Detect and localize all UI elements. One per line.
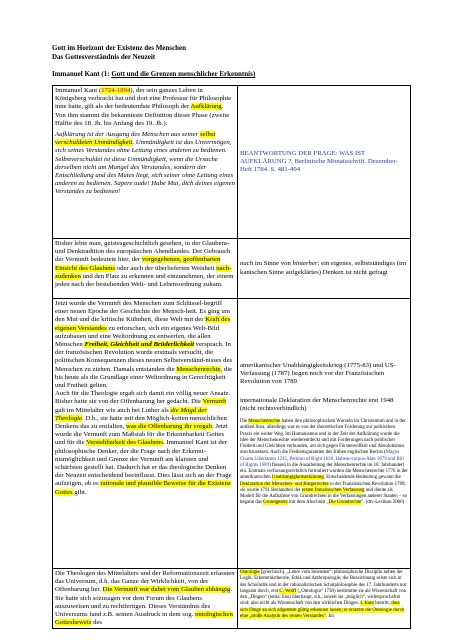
text: . Sie hatte sich sozusagen vor dem Forum des Glaubens auszuweisen und zu rechtfertigen. Dieses Verständnis des Universums fand z.B. seinen Ausdruck in dem sog. xyxy=(55,586,233,619)
section-heading-prefix: Immanuel Kant (1: xyxy=(52,70,112,78)
text: Magna Charta Libertatum 1215, Petition of Right 1628, Habeas-corpus-Akte 1679 und Bill of Rights 1689 xyxy=(240,450,404,468)
table-row xyxy=(53,86,411,239)
text: ) flossen in die Ausarbeitung der Menschenrechte im 18. Jahrhundert ein. Erstmals verfassungsrechtlich formuliert wurden die Menschenrechte 1776 in der amerikanischen xyxy=(240,462,408,481)
spacer xyxy=(240,387,408,397)
highlight: I. Kant xyxy=(360,601,374,607)
highlight: Aufklärung xyxy=(190,103,222,111)
section-heading-topic: Gott und die Grenzen menschlicher Erkenntnis) xyxy=(111,70,256,78)
spacer xyxy=(240,300,408,362)
text: („Ontologia“ 1730) bestimmte sie als Wissenschaft von den „Dingen“ (entia; Ens) überhaupt, d.h., soweit sie „möglich“, widerspruchsfrei sind; also nicht als Wissenschaft von den wirklichen Dingen. xyxy=(240,588,407,607)
highlight: ontologischen Gottesbeweis xyxy=(55,611,233,627)
highlight: Freiheit, Gleichheit und Brüderlichkeit xyxy=(84,341,194,349)
text: . Im xyxy=(325,613,334,619)
table-row xyxy=(53,299,411,569)
text: im Sinne von xyxy=(253,260,293,268)
text: . Unmündigkeit ist das Unvermögen, sich seines Verstandes ohne Leitung eines anderen zu bedienen. Selbstverschuldet ist diese Unmündigkeit, wenn die Ursache derselben nicht am Mangel des Verstandes, sondern der Entschließung und des Mutes liegt, sich seiner ohne Leitung eines anderen zu bedienen. Sapere aude! Habe Mut, dich deines eigenen Verstandes zu bedienen! xyxy=(55,139,236,196)
table-row xyxy=(53,239,411,299)
text: . Von ihm stammt die bekannteste Definition dieser Phase (zweite Hälfte des 18. Jh. bis Anfang des 19. Jh.): xyxy=(55,103,230,127)
text: und den Platz zu erkennen und einzunehmen, der einem jeden nach der bestehenden Welt- und Lebensordnung zukam. xyxy=(55,272,234,289)
text: nach xyxy=(240,260,254,268)
kant-intro-paragraph xyxy=(55,87,235,128)
menschenrechte-lexikon-entry xyxy=(240,419,408,507)
declaration-1948-note: internationale Deklaration der Menschenrechte erst 1948 (nicht rechtsverbindlich) xyxy=(240,396,394,412)
text: Die Theologen des Mittelalters und der Reformationszeit erfassten das Universum, d.h. das Ganze der Wirklichkeit, von der Offenbarung her. xyxy=(55,570,235,594)
highlight: Verstehbarkeit des Glaubens xyxy=(86,439,164,447)
highlight: was die Offenbarung ihr vorgab xyxy=(126,423,213,431)
highlight: Kraft des eigenen Verstandes xyxy=(55,316,231,332)
theologie-paragraph xyxy=(55,390,235,497)
text: , die bis heute als die Grundlage einer Weltordnung in Gerechtigkeit und Freiheit gelten. xyxy=(55,365,233,390)
highlight: nach-zudenken xyxy=(55,264,232,280)
highlight: dass sich Dinge an sich allgemein gültig erkennen lassen; er ersetzte die Ontologie durch eine „bloße Analytik des reinen Verstandes" xyxy=(240,601,405,619)
highlight: die Magd der Theologie xyxy=(55,406,207,422)
nach-note-cell xyxy=(238,239,411,299)
menschenrechte-notes-cell xyxy=(238,299,411,569)
text: haben ihre philosophischen Wurzeln im Christentum und in der antiken Stoa, allerdings war es von der theoretischen Forderung zur politischen Praxis ein weiter Weg. Im Humanismus und in der Zeit der Aufklärung wurde die Idee der Menschenrechte wiederentdeckt und mit Forderungen nach politischer Freiheit und Gleichheit verbunden, um sich gegen Fürstenwillkür und Absolutismus durchzusetzen. Auch die Freiheitsgarantien des frühen englischen Rechts ( xyxy=(240,419,406,456)
text: versprach. In der französischen Revolution wurde erstmals versucht, die politischen Konsequenzen dieses neuen Selbstverständ-nisses des Menschen zu ziehen. Damals entstanden die xyxy=(55,341,233,373)
highlight: selbst verschuldeten Unmündigkeit xyxy=(55,131,216,147)
text: galt im Mittelalter wie auch bei Luther als xyxy=(55,406,171,414)
highlight: Unabhängigkeitserklärung xyxy=(271,475,324,481)
text: des xyxy=(91,619,103,627)
mittelalter-cell xyxy=(53,569,238,629)
highlight: Grundgesetz xyxy=(263,500,288,506)
content-table xyxy=(52,85,411,629)
source-note-cell xyxy=(238,86,411,239)
highlight: 1724-1804 xyxy=(101,87,131,94)
highlight: C. Wolff xyxy=(279,588,297,594)
text: ". (dtv-Lexikon 2006) xyxy=(361,500,405,506)
highlight: Ontologie xyxy=(240,570,260,575)
highlight: Menschenrechte xyxy=(248,419,281,425)
text: gibt. xyxy=(72,488,87,496)
highlight: Deklaration der Menschen- und Bürgerrechte xyxy=(240,481,329,487)
text: Immanuel Kant ( xyxy=(55,87,102,94)
document-title: Gott im Horizont der Existenz des Menschen xyxy=(52,44,187,52)
source-citation: BEANTWORTUNG DER FRAGE: WAS IST AUFKLÄRUNG ?, Berlinische Monatsschrift. Dezember-Heft 1784. S. 481-494 xyxy=(240,149,398,174)
text: Jetzt wurde die Vernunft des Menschen zum Schlüssel-begriff einer neuen Epoche der Geschichte der Mensch-heit. Es ging um den Mut und die kritische Kühnheit, diese Welt mit der xyxy=(55,300,231,324)
text: bestritt, xyxy=(373,601,392,607)
text: . Entscheidende Bedeutung gewann die xyxy=(323,475,401,481)
text: Auch für die Theologie ergab sich damit ein völlig neuer Ansatz. Bisher hatte sie von der Offenbarung her gedacht. Die xyxy=(55,390,231,406)
text: Aufklärung ist der Ausgang des Menschen aus seiner xyxy=(55,131,200,139)
text: ; ein eigenes, selbstständiges (im kantschen Sinne aufgeklärtes) Denken ist nicht gefragt xyxy=(240,260,407,276)
text: mit dem Abschnitt „ xyxy=(287,500,329,506)
highlight: vorgegebenen, geoffenbarten Einsicht des Glaubens xyxy=(55,256,221,272)
kant-intro-cell xyxy=(53,86,238,239)
text: hinterher xyxy=(292,260,318,268)
highlight: Menschenrechte xyxy=(176,365,221,373)
highlight: Die Grundrechte xyxy=(328,500,362,506)
text: und diente als Modell für die Aufnahme von Grundrechten in die Verfassungen anderer Staaten – so begann das xyxy=(240,487,407,506)
section-heading xyxy=(52,70,255,79)
aufklaerung-quote xyxy=(55,131,235,197)
table-row xyxy=(53,569,411,629)
text: Bisher lebte man, geistesgeschichtlich gesehen, in der Glaubens- und Denktradition des europäischen Abendlandes. Der Gebrauch der Vernunft bedeutete hier, der xyxy=(55,240,231,264)
text: Die xyxy=(240,419,249,425)
us-revolution-note: amerikanischer Unabhängigkeitskrieg (1775-83) und US-Verfassung (1787) liegen noch vor der Französischen Revolution von 1789 xyxy=(240,362,396,386)
text: oder auch der überlieferten Weisheit xyxy=(115,264,217,272)
text: . Jetzt wurde die Vernunft zum Maßstab für die Erkennbarkeit Gottes und für die xyxy=(55,423,228,447)
text: ), der sein ganzes Leben in Königsberg verbracht hat und dort eine Professur für Philosophie inne hatte, gilt als der bedeutendste Philosoph der xyxy=(55,87,232,111)
text: . D.h., sie hatte mit den Möglich-keiten menschlichen Denkens das zu entfalten, xyxy=(55,414,227,431)
highlight: ersten französischen Verfassung xyxy=(301,487,365,493)
highlight: rationale und plausible Beweise für die Existenz Gottes xyxy=(55,480,231,496)
highlight: Vernunft xyxy=(202,398,227,406)
text: zu erforschen, sich ein eigenes Welt-Bild aufzubauen und eine Weltordnung zu entwerfen, die allen Menschen xyxy=(55,324,220,349)
highlight: Die Vernunft war dabei vom Glauben abhängig xyxy=(102,586,231,594)
ontologie-note-cell xyxy=(238,569,411,629)
tradition-cell xyxy=(53,239,238,299)
document-subtitle: Das Gottesverständnis der Neuzeit xyxy=(52,53,156,61)
vernunft-cell xyxy=(53,299,238,569)
text: in der Französischen Revolution 1789; sie wurde 1791 Bestandteil der xyxy=(240,481,406,493)
vernunft-paragraph xyxy=(55,300,235,390)
text: . Immanuel Kant ist der philosophische Denker, der die Frage nach der Erkennt-nismöglichkeit und Grenze der Vernunft am klarsten und schärfsten gestellt hat. Dadurch hat er das theologische Denken der Neuzeit entscheidend beeinflusst. Dies lässt sich an der Frage aufzeigen, ob es xyxy=(55,439,232,488)
text: [griechisch], „Lehre vom Seienden“; philosophische Disziplin neben der Logik, Erkenntnistheorie, Ethik und Anthropologie; die Bezeichnung seiste sich in der Scholastik und in der rationalistischen Schulphilosophie des 17. Jahrhunderts nur langsam durch, erst xyxy=(240,570,407,594)
